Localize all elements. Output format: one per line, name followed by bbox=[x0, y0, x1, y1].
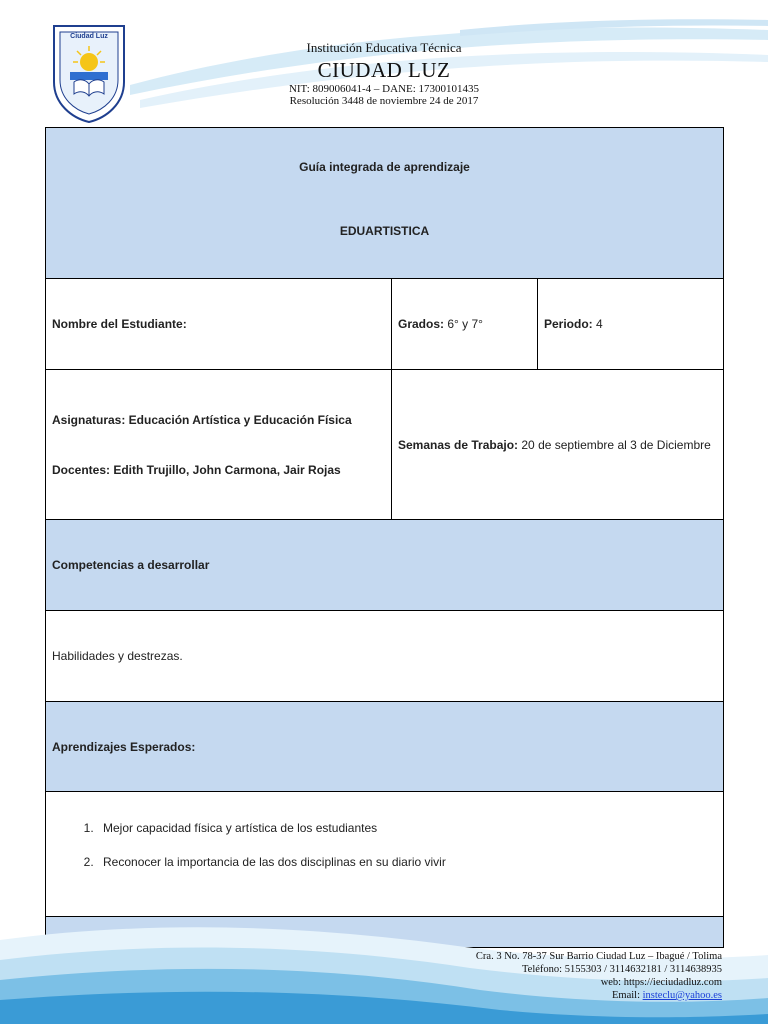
institution-type: Institución Educativa Técnica bbox=[306, 40, 462, 55]
subjects-teachers-cell bbox=[46, 370, 392, 520]
footer-email-label: Email: bbox=[612, 990, 643, 1001]
logo-text: Ciudad Luz bbox=[70, 33, 108, 40]
guide-title-cell bbox=[46, 128, 724, 279]
school-header bbox=[200, 40, 568, 107]
list-item: 1. Mejor capacidad física y artística de los estudiantes bbox=[97, 820, 717, 836]
period-cell bbox=[538, 279, 724, 370]
period-value: 4 bbox=[592, 317, 603, 331]
institution-nit: NIT: 809006041-4 – DANE: 17300101435 bbox=[288, 83, 480, 95]
contact-footer bbox=[476, 950, 722, 1002]
work-weeks-value: 20 de septiembre al 3 de Diciembre bbox=[518, 437, 711, 452]
period-label: Periodo: bbox=[544, 317, 593, 331]
expected-learning-content-cell bbox=[46, 792, 724, 917]
teachers-label: Docentes: Edith Trujillo, John Carmona, Jair Rojas bbox=[52, 462, 341, 477]
institution-name: CIUDAD LUZ bbox=[317, 58, 451, 82]
student-name-label: Nombre del Estudiante: bbox=[52, 317, 187, 331]
competencies-value: Habilidades y destrezas. bbox=[52, 649, 183, 663]
learning-guide-table bbox=[45, 127, 724, 948]
student-name-cell[interactable] bbox=[46, 279, 392, 370]
grades-value: 6° y 7° bbox=[444, 317, 483, 331]
competencies-content-cell bbox=[46, 611, 724, 702]
work-weeks-cell bbox=[392, 370, 724, 520]
guide-subject-title: EDUARTISTICA bbox=[339, 224, 430, 238]
guide-title: Guía integrada de aprendizaje bbox=[299, 160, 470, 174]
footer-phone: Teléfono: 5155303 / 3114632181 / 3114638935 bbox=[521, 964, 722, 975]
grades-label: Grados: bbox=[398, 317, 445, 331]
footer-address: Cra. 3 No. 78-37 Sur Barrio Ciudad Luz – Ibagué / Tolima bbox=[475, 951, 722, 962]
footer-email-line bbox=[476, 989, 722, 1002]
footer-email-link[interactable]: insteclu@yahoo.es bbox=[642, 990, 722, 1001]
footer-web[interactable]: web: https://ieciudadluz.com bbox=[600, 977, 722, 988]
school-logo bbox=[50, 22, 128, 124]
competencies-label: Competencias a desarrollar bbox=[52, 558, 210, 572]
competencies-header-cell bbox=[46, 520, 724, 611]
expected-learning-list bbox=[52, 820, 717, 870]
subjects-label: Asignaturas: Educación Artística y Educación Física bbox=[52, 412, 352, 427]
expected-learning-header-cell bbox=[46, 702, 724, 792]
work-weeks-label: Semanas de Trabajo: bbox=[398, 437, 519, 452]
list-item: 2. Reconocer la importancia de las dos disciplinas en su diario vivir bbox=[97, 854, 717, 870]
institution-resolution: Resolución 3448 de noviembre 24 de 2017 bbox=[289, 95, 479, 107]
expected-learning-label: Aprendizajes Esperados: bbox=[52, 739, 196, 754]
grades-cell bbox=[392, 279, 538, 370]
